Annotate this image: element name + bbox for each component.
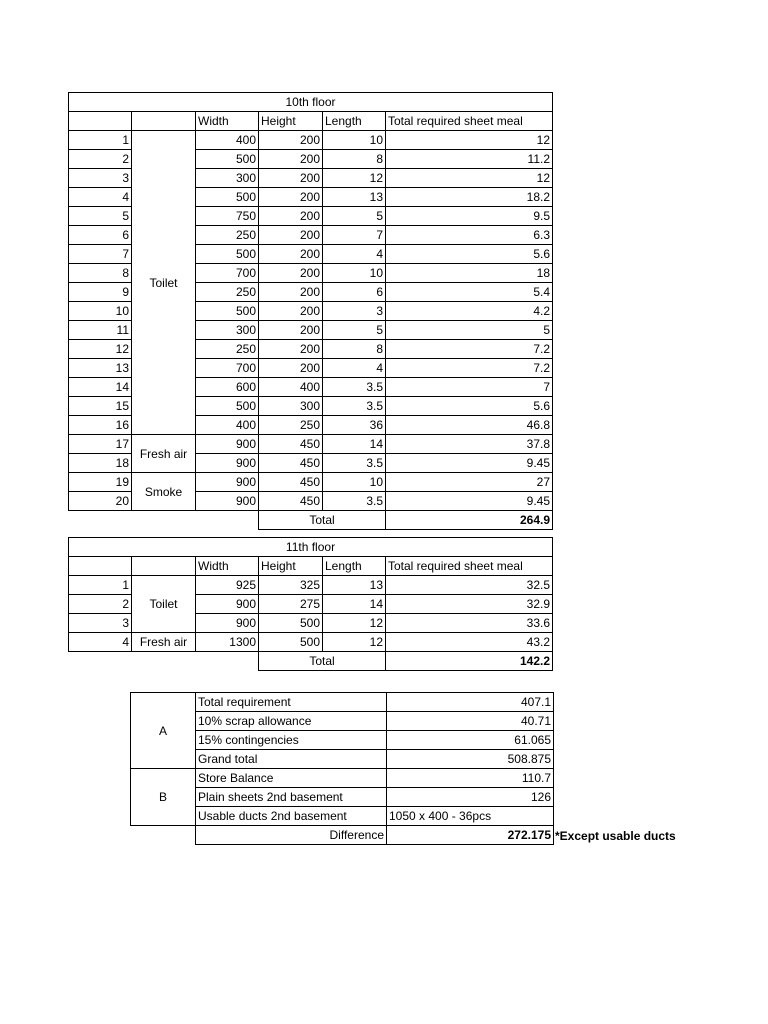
dimension: 8 [323,150,386,169]
sheet-total: 4.2 [386,302,553,321]
blank [131,826,196,845]
row-number: 7 [69,245,132,264]
dimension: 450 [259,454,323,473]
table-row [69,576,553,595]
dimension: 3.5 [323,492,386,511]
dimension: 36 [323,416,386,435]
summary-label: Grand total [196,750,387,769]
summary-row [131,769,554,788]
sheet-total: 5.6 [386,245,553,264]
row-number: 6 [69,226,132,245]
total-label: Total [259,511,386,530]
dimension: 750 [196,207,259,226]
column-header: Width [196,557,259,576]
floor-11-table [68,537,553,671]
sheet-total: 12 [386,169,553,188]
dimension: 250 [196,226,259,245]
dimension: 1300 [196,633,259,652]
row-number: 4 [69,633,132,652]
difference-value: 272.175 [387,826,554,845]
header-row [69,112,553,131]
dimension: 200 [259,340,323,359]
group-label: Fresh air [132,435,196,473]
total-value: 142.2 [386,652,553,671]
summary-value: 407.1 [387,693,554,712]
summary-label: Total requirement [196,693,387,712]
column-header: Length [323,557,386,576]
dimension: 450 [259,492,323,511]
floor-title-row [69,93,553,112]
dimension: 10 [323,131,386,150]
summary-label: 15% contingencies [196,731,387,750]
dimension: 400 [259,378,323,397]
sheet-total: 18 [386,264,553,283]
sheet-total: 46.8 [386,416,553,435]
dimension: 250 [196,340,259,359]
difference-note: *Except usable ducts [555,829,676,843]
row-number: 13 [69,359,132,378]
sheet-total: 11.2 [386,150,553,169]
summary-value: 1050 x 400 - 36pcs [387,807,554,826]
sheet-total: 37.8 [386,435,553,454]
summary-row [131,693,554,712]
dimension: 200 [259,359,323,378]
dimension: 900 [196,435,259,454]
dimension: 300 [259,397,323,416]
dimension: 13 [323,576,386,595]
column-header: Height [259,557,323,576]
dimension: 900 [196,614,259,633]
group-label: Smoke [132,473,196,511]
dimension: 200 [259,264,323,283]
dimension: 12 [323,633,386,652]
dimension: 600 [196,378,259,397]
dimension: 8 [323,340,386,359]
column-header: Total required sheet meal [386,112,553,131]
dimension: 14 [323,435,386,454]
table-row [69,435,553,454]
row-number: 14 [69,378,132,397]
row-number: 19 [69,473,132,492]
group-a-label: A [131,693,196,769]
table-row [69,473,553,492]
column-header: Total required sheet meal [386,557,553,576]
dimension: 6 [323,283,386,302]
floor-title: 10th floor [69,93,553,112]
sheet-total: 27 [386,473,553,492]
dimension: 3.5 [323,454,386,473]
dimension: 3 [323,302,386,321]
total-label: Total [259,652,386,671]
sheet-total: 7.2 [386,359,553,378]
sheet-total: 18.2 [386,188,553,207]
group-label: Toilet [132,131,196,435]
floor-10-table [68,92,553,530]
dimension: 3.5 [323,378,386,397]
group-label: Fresh air [132,633,196,652]
row-number: 2 [69,595,132,614]
sheet-total: 9.45 [386,454,553,473]
sheet-total: 9.5 [386,207,553,226]
dimension: 12 [323,169,386,188]
total-row [69,652,553,671]
dimension: 5 [323,321,386,340]
header-blank [69,112,132,131]
row-number: 11 [69,321,132,340]
dimension: 325 [259,576,323,595]
summary-value: 110.7 [387,769,554,788]
floor-title-row [69,538,553,557]
dimension: 200 [259,207,323,226]
sheet-total: 32.5 [386,576,553,595]
dimension: 900 [196,492,259,511]
header-blank [132,557,196,576]
summary-label: Store Balance [196,769,387,788]
dimension: 500 [196,302,259,321]
dimension: 200 [259,169,323,188]
dimension: 700 [196,359,259,378]
row-number: 16 [69,416,132,435]
dimension: 200 [259,131,323,150]
dimension: 10 [323,473,386,492]
dimension: 500 [196,397,259,416]
dimension: 925 [196,576,259,595]
column-header: Width [196,112,259,131]
sheet-total: 12 [386,131,553,150]
dimension: 900 [196,473,259,492]
table-row [69,633,553,652]
dimension: 200 [259,245,323,264]
dimension: 500 [196,188,259,207]
dimension: 4 [323,245,386,264]
column-header: Height [259,112,323,131]
sheet-total: 6.3 [386,226,553,245]
dimension: 900 [196,595,259,614]
dimension: 10 [323,264,386,283]
group-b-label: B [131,769,196,826]
sheet-total: 5 [386,321,553,340]
row-number: 4 [69,188,132,207]
summary-table [130,692,554,845]
row-number: 15 [69,397,132,416]
dimension: 12 [323,614,386,633]
sheet-total: 43.2 [386,633,553,652]
difference-row [131,826,554,845]
floor-title: 11th floor [69,538,553,557]
total-value: 264.9 [386,511,553,530]
sheet-total: 5.4 [386,283,553,302]
summary-value: 61.065 [387,731,554,750]
dimension: 400 [196,416,259,435]
sheet-total: 7.2 [386,340,553,359]
dimension: 300 [196,169,259,188]
dimension: 500 [259,614,323,633]
header-row [69,557,553,576]
dimension: 200 [259,150,323,169]
dimension: 200 [259,302,323,321]
summary-value: 508.875 [387,750,554,769]
header-blank [132,112,196,131]
dimension: 900 [196,454,259,473]
summary-label: 10% scrap allowance [196,712,387,731]
total-row [69,511,553,530]
group-label: Toilet [132,576,196,633]
dimension: 450 [259,473,323,492]
dimension: 7 [323,226,386,245]
dimension: 200 [259,226,323,245]
dimension: 500 [196,245,259,264]
summary-value: 126 [387,788,554,807]
summary-label: Plain sheets 2nd basement [196,788,387,807]
row-number: 3 [69,614,132,633]
row-number: 5 [69,207,132,226]
header-blank [69,557,132,576]
sheet-total: 32.9 [386,595,553,614]
dimension: 450 [259,435,323,454]
dimension: 13 [323,188,386,207]
table-row [69,131,553,150]
row-number: 2 [69,150,132,169]
summary-label: Usable ducts 2nd basement [196,807,387,826]
row-number: 18 [69,454,132,473]
dimension: 250 [259,416,323,435]
dimension: 500 [196,150,259,169]
dimension: 300 [196,321,259,340]
row-number: 9 [69,283,132,302]
summary-value: 40.71 [387,712,554,731]
dimension: 3.5 [323,397,386,416]
dimension: 275 [259,595,323,614]
row-number: 1 [69,576,132,595]
row-number: 1 [69,131,132,150]
blank [69,652,259,671]
dimension: 200 [259,188,323,207]
row-number: 3 [69,169,132,188]
sheet-total: 9.45 [386,492,553,511]
dimension: 5 [323,207,386,226]
dimension: 4 [323,359,386,378]
dimension: 250 [196,283,259,302]
dimension: 200 [259,321,323,340]
dimension: 200 [259,283,323,302]
dimension: 700 [196,264,259,283]
difference-label: Difference [196,826,387,845]
dimension: 500 [259,633,323,652]
sheet-total: 7 [386,378,553,397]
blank [69,511,259,530]
row-number: 20 [69,492,132,511]
dimension: 14 [323,595,386,614]
row-number: 8 [69,264,132,283]
sheet-total: 5.6 [386,397,553,416]
row-number: 17 [69,435,132,454]
column-header: Length [323,112,386,131]
dimension: 400 [196,131,259,150]
row-number: 12 [69,340,132,359]
row-number: 10 [69,302,132,321]
sheet-total: 33.6 [386,614,553,633]
